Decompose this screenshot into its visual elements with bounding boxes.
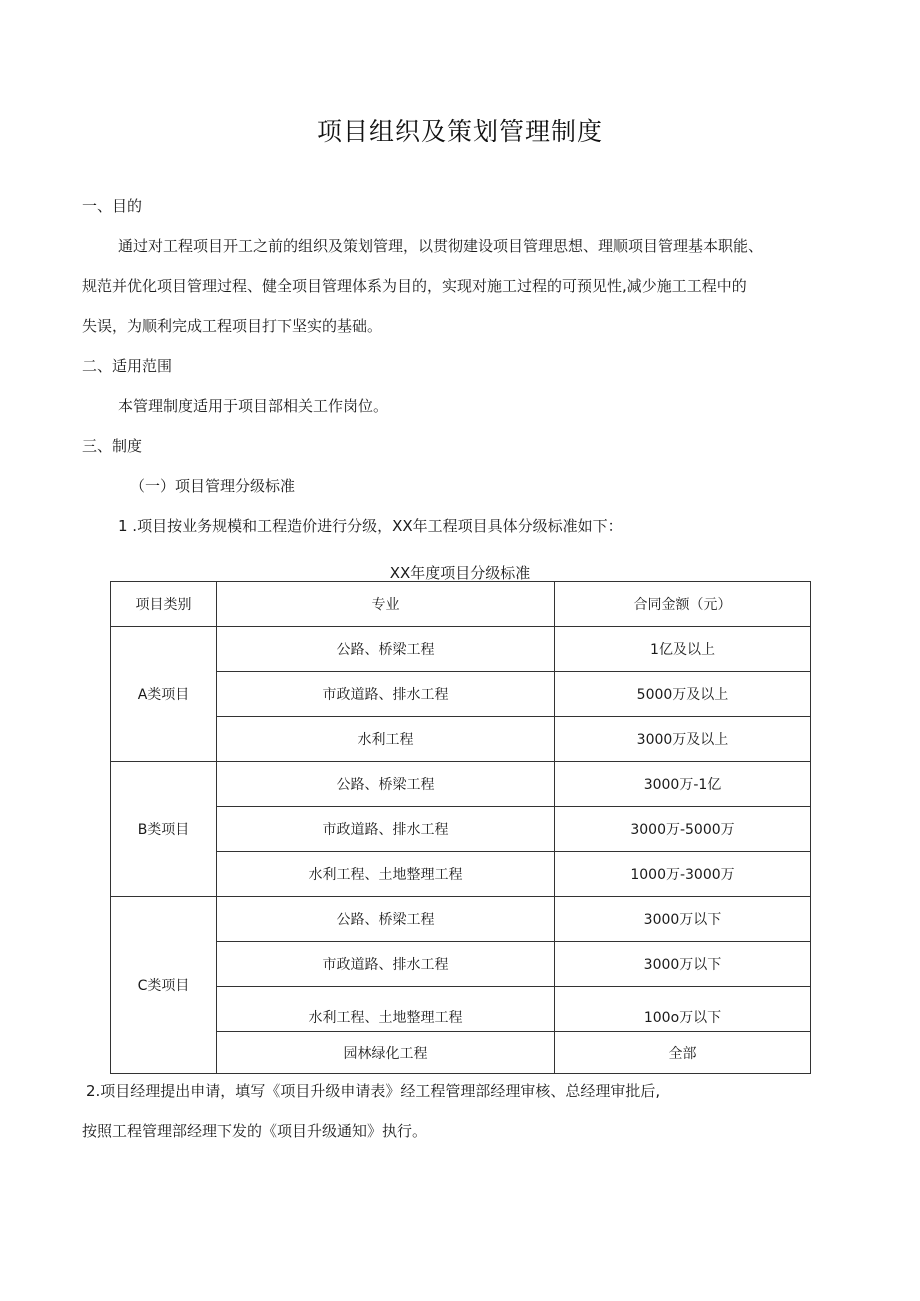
specialty-cell: 市政道路、排水工程 bbox=[217, 672, 555, 717]
amount-cell: 3000万-1亿 bbox=[555, 762, 811, 807]
table-row bbox=[111, 897, 811, 942]
table-row bbox=[111, 762, 811, 807]
header-specialty: 专业 bbox=[217, 582, 555, 627]
page-title: 项目组织及策划管理制度 bbox=[316, 117, 603, 146]
category-cell: B类项目 bbox=[111, 762, 217, 897]
amount-cell: 5000万及以上 bbox=[555, 672, 811, 717]
table-caption: XX年度项目分级标准 bbox=[389, 564, 531, 582]
paragraph-line: 规范并优化项目管理过程、健全项目管理体系为目的，实现对施工过程的可预见性,减少施工工程中的 bbox=[82, 277, 747, 295]
amount-cell: 3000万-5000万 bbox=[555, 807, 811, 852]
amount-cell: 3000万以下 bbox=[555, 942, 811, 987]
amount-cell: 3000万及以上 bbox=[555, 717, 811, 762]
paragraph-line: 本管理制度适用于项目部相关工作岗位。 bbox=[118, 397, 389, 415]
amount-cell: 1000万-3000万 bbox=[555, 852, 811, 897]
specialty-cell: 公路、桥梁工程 bbox=[217, 897, 555, 942]
header-category: 项目类别 bbox=[111, 582, 217, 627]
paragraph-line: 通过对工程项目开工之前的组织及策划管理，以贯彻建设项目管理思想、理顺项目管理基本职能、 bbox=[118, 237, 764, 255]
list-item: 1 .项目按业务规模和工程造价进行分级，XX年工程项目具体分级标准如下： bbox=[118, 517, 623, 535]
list-item-continuation: 按照工程管理部经理下发的《项目升级通知》执行。 bbox=[82, 1122, 428, 1140]
table-header-row bbox=[111, 582, 811, 627]
specialty-cell: 市政道路、排水工程 bbox=[217, 942, 555, 987]
specialty-cell: 公路、桥梁工程 bbox=[217, 627, 555, 672]
amount-cell: 3000万以下 bbox=[555, 897, 811, 942]
amount-cell: 1亿及以上 bbox=[555, 627, 811, 672]
category-cell: C类项目 bbox=[111, 897, 217, 1074]
grading-table bbox=[110, 581, 811, 1074]
section-heading-scope: 二、适用范围 bbox=[82, 357, 173, 375]
specialty-cell: 公路、桥梁工程 bbox=[217, 762, 555, 807]
list-item: 2.项目经理提出申请，填写《项目升级申请表》经工程管理部经理审核、总经理审批后, bbox=[86, 1082, 661, 1100]
specialty-cell: 水利工程、土地整理工程 bbox=[217, 987, 555, 1032]
header-amount: 合同金额（元） bbox=[555, 582, 811, 627]
category-cell: A类项目 bbox=[111, 627, 217, 762]
amount-cell: 100o万以下 bbox=[555, 987, 811, 1032]
specialty-cell: 市政道路、排水工程 bbox=[217, 807, 555, 852]
specialty-cell: 水利工程 bbox=[217, 717, 555, 762]
specialty-cell: 园林绿化工程 bbox=[217, 1032, 555, 1074]
amount-cell: 全部 bbox=[555, 1032, 811, 1074]
subsection-heading: （一）项目管理分级标准 bbox=[130, 477, 296, 495]
paragraph-line: 失误，为顺利完成工程项目打下坚实的基础。 bbox=[82, 317, 383, 335]
table-row bbox=[111, 627, 811, 672]
specialty-cell: 水利工程、土地整理工程 bbox=[217, 852, 555, 897]
section-heading-rules: 三、制度 bbox=[82, 437, 143, 455]
section-heading-purpose: 一、目的 bbox=[82, 197, 143, 215]
